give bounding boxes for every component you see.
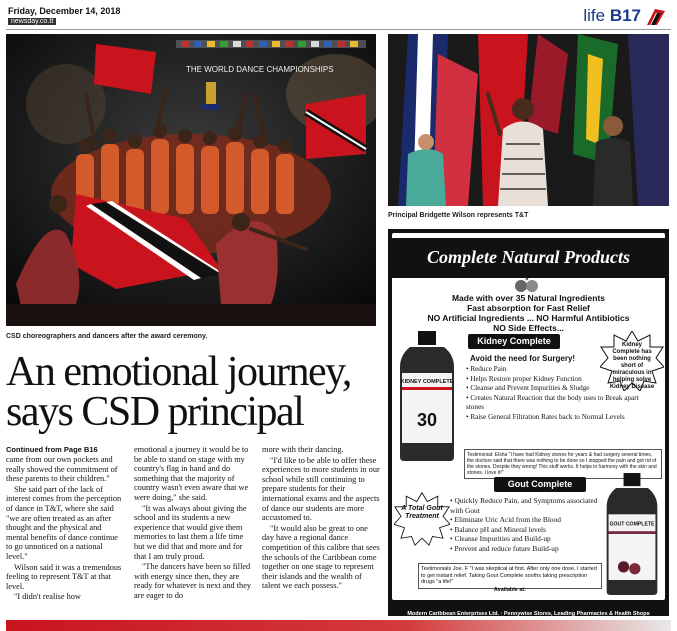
kidney-subtitle: Avoid the need for Surgery! (470, 354, 576, 363)
distributor-name: Modern Caribbean Enterprises Ltd. (407, 611, 499, 617)
fruit-icon (512, 278, 542, 292)
article-column-2: emotional a journey it would be to be able to stand on stage with my country's flag in hand and do something that the majority of country wasn't even aware that we were doing," she said. "It was always about giving the school and its students a new experience that would give them memories to last them a life time but we did that and more and for that I am truly proud. "The dancers have been so filled with energy since then, they are ready for whatever is next and they are eager to do (134, 445, 252, 600)
kidney-testimonial: Testimonial: Elsha "I have had Kidney stones for years & had surgery several times, the doctors said that there was nothing to be done so I stopped the pain and got rid of the stones. Despite they wrong! This stuff works. It helps in harmony with the skin and stones. I love it!" (464, 449, 662, 479)
issue-date: Friday, December 14, 2018 (8, 6, 121, 16)
gout-bottle-brand: GOUT COMPLETE (609, 521, 655, 528)
kidney-bottle-icon (396, 331, 458, 461)
section-name: life (583, 6, 606, 25)
advertisement (388, 229, 669, 616)
gout-starburst-text: A Total Gout Treatment (401, 505, 443, 520)
kidney-starburst-text: Kidney Complete has been nothing short of miraculous in helping solve Kidney Disease (609, 342, 655, 390)
photo2-caption: Principal Bridgette Wilson represents T&T (388, 212, 529, 219)
principal-photo (388, 34, 669, 206)
article-column-3: more with their dancing. "I'd like to be able to offer these experiences to more students in our school while still continuing to prepare students for their international exams and the aspects of dance our students are more accustomed to. "It would also be great to one day have a regional dance competition of this calibre that sees the schools of the Caribbean come together on one stage to represent their islands and the wealth of talent we each possess." (262, 445, 380, 591)
website-tag: newsday.co.tt (8, 18, 56, 25)
gout-testimonial: Testimonials Joe. F "I was skeptical at first. After only one dose, I started to get instant relief. Taking Gout Complete sooths taking prescription drugs "a life!" (418, 563, 602, 589)
ad-intro: Made with over 35 Natural Ingredients Fast absorption for Fast Relief NO Artificial Ingredients ... NO Harmful Antibiotics NO Side Effects... (427, 293, 630, 333)
kidney-bottle-brand: KIDNEY COMPLETE (400, 379, 454, 385)
dancers-photo (6, 34, 376, 326)
ad-footer: Modern Caribbean Enterprises Ltd. · Pennywise Stores, Leading Pharmacies & Health Shops (388, 625, 669, 631)
gout-bottle-icon (602, 473, 662, 595)
page-number: B17 (609, 6, 641, 25)
store-list: Pennywise Stores, Leading Pharmacies & Health Shops (503, 611, 650, 617)
banner-text: THE WORLD DANCE CHAMPIONSHIPS (186, 65, 334, 74)
page-header (6, 4, 671, 30)
ad-title: Complete Natural Products (392, 238, 665, 278)
photo1-caption: CSD choreographers and dancers after the award ceremony. (6, 333, 208, 340)
section-page (583, 6, 641, 26)
article-headline: An emotional journey, says CSD principal (6, 349, 351, 435)
bottom-banner (6, 620, 671, 631)
gout-benefits: • Quickly Reduce Pain, and Symptoms associated with Gout • Eliminate Uric Acid from the Blood • Balance pH and Mineral levels • Cleanse Impurities and Build-up • Prevent and reduce future Build-up (450, 496, 604, 553)
kidney-bottle-number: 30 (416, 410, 438, 430)
kidney-title: Kidney Complete (468, 334, 560, 349)
gout-title: Gout Complete (494, 477, 586, 492)
article-column-1: Continued from Page B16 came from our own pockets and really showed the commitment of these parents to their children." She said part of the lack of interest comes from the perception of dance in T&T, where she said "we are often treated as an after thought and the physical and mental benefits of dance continue to go unnoticed on a national level." Wilson said it was a tremendous feeling to represent T&T at that level. "I didn't realise how (6, 445, 124, 603)
flag-logo-icon (645, 7, 667, 27)
availability-info: Available at: (493, 587, 527, 593)
kidney-benefits: • Reduce Pain • Helps Restore proper Kidney Function • Cleanse and Prevent Impurities & Sludge • Creates Natural Reaction that the body uses to Break apart stones • Raise General Filtration Rates back to Normal Levels (466, 365, 646, 422)
continued-note: Continued from Page B16 (6, 445, 98, 454)
